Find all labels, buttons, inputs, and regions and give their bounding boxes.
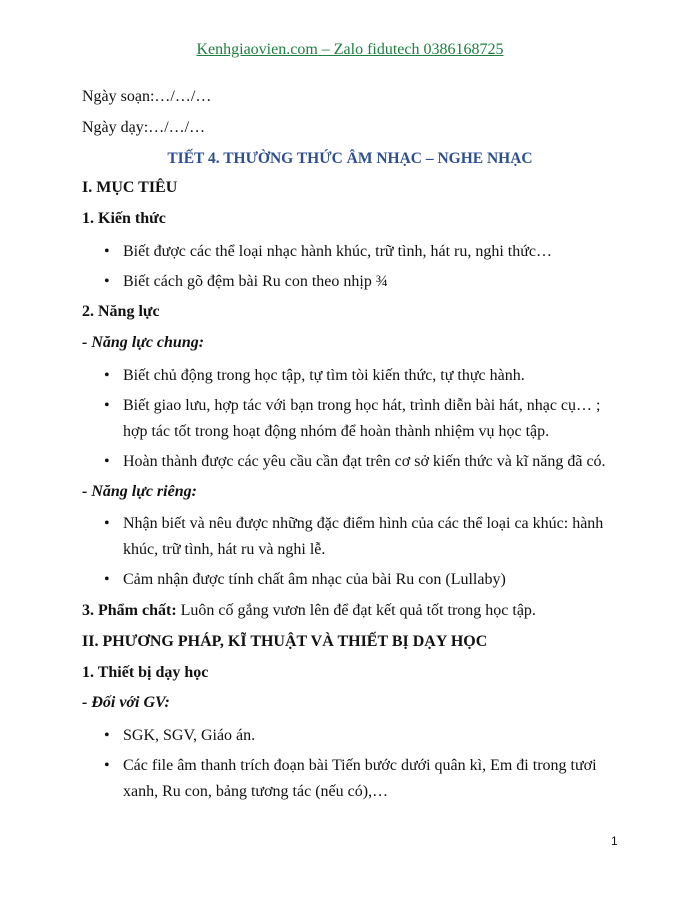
- bullet-icon: •: [104, 727, 110, 744]
- list-item-continuation: xanh, Ru con, bảng tương tác (nếu có),…: [123, 783, 389, 800]
- header-separator: –: [317, 41, 334, 58]
- section-1-heading: I. MỤC TIÊU: [82, 179, 178, 196]
- header-site[interactable]: Kenhgiaovien.com: [196, 41, 318, 58]
- section-2-heading: II. PHƯƠNG PHÁP, KĨ THUẬT VÀ THIẾT BỊ DẠY HỌC: [82, 633, 488, 650]
- pham-chat-line: [82, 602, 536, 620]
- pham-chat-text: Luôn cố gắng vươn lên để đạt kết quả tốt trong học tập.: [176, 602, 536, 619]
- pham-chat-label: 3. Phẩm chất:: [82, 602, 177, 619]
- list-item: Nhận biết và nêu được những đặc điểm hình của các thể loại ca khúc: hành: [123, 515, 604, 532]
- header-link[interactable]: [0, 41, 700, 59]
- list-item-continuation: khúc, trữ tình, hát ru và nghi lễ.: [123, 541, 326, 558]
- bullet-icon: •: [104, 397, 110, 414]
- list-item: Cảm nhận được tính chất âm nhạc của bài Ru con (Lullaby): [123, 571, 506, 588]
- bullet-icon: •: [104, 243, 110, 260]
- ngay-soan: Ngày soạn:…/…/…: [82, 88, 212, 105]
- nang-luc-rieng-heading: - Năng lực riêng:: [82, 483, 197, 500]
- header-contact[interactable]: Zalo fidutech 0386168725: [333, 41, 504, 58]
- nang-luc-heading: 2. Năng lực: [82, 303, 160, 320]
- ngay-day: Ngày dạy:…/…/…: [82, 119, 206, 136]
- list-item: Biết được các thể loại nhạc hành khúc, trữ tình, hát ru, nghi thức…: [123, 243, 553, 260]
- bullet-icon: •: [104, 273, 110, 290]
- page-number: 1: [611, 834, 618, 848]
- list-item: Biết cách gõ đệm bài Ru con theo nhịp ¾: [123, 273, 388, 290]
- list-item: SGK, SGV, Giáo án.: [123, 727, 256, 744]
- list-item-continuation: hợp tác tốt trong hoạt động nhóm để hoàn thành nhiệm vụ học tập.: [123, 423, 550, 440]
- list-item: Các file âm thanh trích đoạn bài Tiến bước dưới quân kì, Em đi trong tươi: [123, 757, 597, 774]
- kien-thuc-heading: 1. Kiến thức: [82, 210, 166, 227]
- lesson-title: TIẾT 4. THƯỜNG THỨC ÂM NHẠC – NGHE NHẠC: [167, 150, 533, 167]
- bullet-icon: •: [104, 367, 110, 384]
- list-item: Biết giao lưu, hợp tác với bạn trong học hát, trình diễn bài hát, nhạc cụ… ;: [123, 397, 601, 414]
- thiet-bi-heading: 1. Thiết bị dạy học: [82, 664, 209, 681]
- nang-luc-chung-heading: - Năng lực chung:: [82, 334, 205, 351]
- bullet-icon: •: [104, 515, 110, 532]
- list-item: Biết chủ động trong học tập, tự tìm tòi kiến thức, tự thực hành.: [123, 367, 525, 384]
- list-item: Hoàn thành được các yêu cầu cần đạt trên cơ sở kiến thức và kĩ năng đã có.: [123, 453, 606, 470]
- gv-heading: - Đối với GV:: [82, 694, 170, 711]
- bullet-icon: •: [104, 571, 110, 588]
- bullet-icon: •: [104, 757, 110, 774]
- bullet-icon: •: [104, 453, 110, 470]
